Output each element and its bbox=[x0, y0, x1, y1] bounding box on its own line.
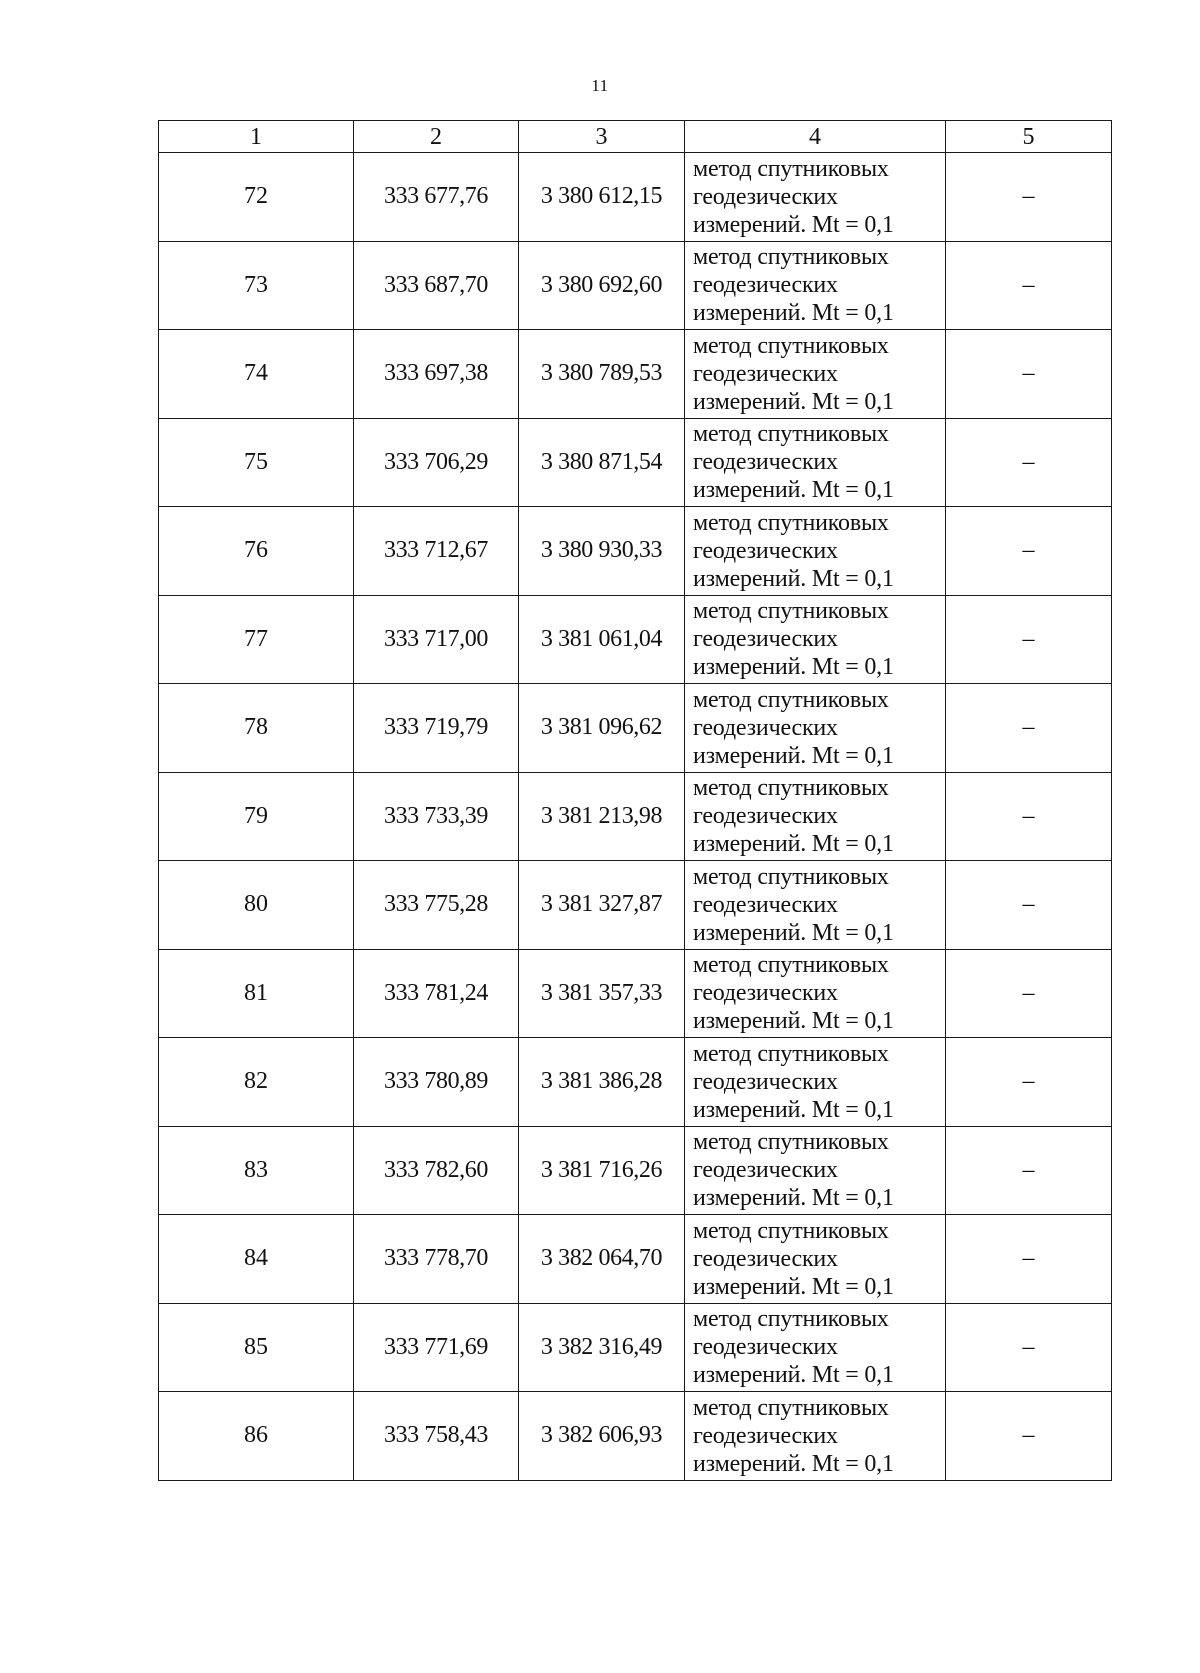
point-number-cell: 73 bbox=[159, 241, 354, 330]
x-coordinate-cell: 333 687,70 bbox=[354, 241, 519, 330]
method-line: измерений. Mt = 0,1 bbox=[693, 477, 894, 504]
point-number-cell: 74 bbox=[159, 330, 354, 419]
point-number-cell: 81 bbox=[159, 949, 354, 1038]
method-line: метод спутниковых bbox=[693, 155, 889, 182]
point-number-cell: 85 bbox=[159, 1303, 354, 1392]
x-coordinate-cell: 333 717,00 bbox=[354, 595, 519, 684]
y-coordinate-cell: 3 382 316,49 bbox=[519, 1303, 685, 1392]
table-row bbox=[159, 1392, 1112, 1481]
method-line: измерений. Mt = 0,1 bbox=[693, 1450, 894, 1477]
y-coordinate-cell: 3 381 213,98 bbox=[519, 772, 685, 861]
point-number-cell: 75 bbox=[159, 418, 354, 507]
method-line: метод спутниковых bbox=[693, 244, 889, 271]
point-number-cell: 78 bbox=[159, 684, 354, 773]
description-cell: – bbox=[946, 595, 1112, 684]
method-cell bbox=[685, 1392, 946, 1481]
method-line: метод спутниковых bbox=[693, 1217, 889, 1244]
description-cell: – bbox=[946, 1392, 1112, 1481]
method-cell bbox=[685, 861, 946, 950]
method-line: метод спутниковых bbox=[693, 1040, 889, 1067]
method-line: геодезических bbox=[693, 183, 838, 210]
table-row bbox=[159, 330, 1112, 419]
y-coordinate-cell: 3 380 871,54 bbox=[519, 418, 685, 507]
point-number-cell: 72 bbox=[159, 153, 354, 242]
method-line: измерений. Mt = 0,1 bbox=[693, 565, 894, 592]
y-coordinate-cell: 3 381 096,62 bbox=[519, 684, 685, 773]
y-coordinate-cell: 3 380 789,53 bbox=[519, 330, 685, 419]
method-line: метод спутниковых bbox=[693, 509, 889, 536]
description-cell: – bbox=[946, 684, 1112, 773]
table-row bbox=[159, 772, 1112, 861]
method-line: измерений. Mt = 0,1 bbox=[693, 1008, 894, 1035]
method-cell bbox=[685, 772, 946, 861]
method-line: измерений. Mt = 0,1 bbox=[693, 1362, 894, 1389]
y-coordinate-cell: 3 382 064,70 bbox=[519, 1215, 685, 1304]
point-number-cell: 80 bbox=[159, 861, 354, 950]
x-coordinate-cell: 333 712,67 bbox=[354, 507, 519, 596]
description-cell: – bbox=[946, 1215, 1112, 1304]
y-coordinate-cell: 3 381 716,26 bbox=[519, 1126, 685, 1215]
method-line: геодезических bbox=[693, 1422, 838, 1449]
method-line: измерений. Mt = 0,1 bbox=[693, 300, 894, 327]
table-row bbox=[159, 153, 1112, 242]
description-cell: – bbox=[946, 772, 1112, 861]
method-line: измерений. Mt = 0,1 bbox=[693, 388, 894, 415]
method-line: метод спутниковых bbox=[693, 686, 889, 713]
method-line: геодезических bbox=[693, 1245, 838, 1272]
method-cell bbox=[685, 153, 946, 242]
table-row bbox=[159, 684, 1112, 773]
description-cell: – bbox=[946, 507, 1112, 596]
header-col-5: 5 bbox=[946, 121, 1112, 153]
method-line: геодезических bbox=[693, 626, 838, 653]
y-coordinate-cell: 3 380 930,33 bbox=[519, 507, 685, 596]
header-col-3: 3 bbox=[519, 121, 685, 153]
table-row bbox=[159, 861, 1112, 950]
point-number-cell: 82 bbox=[159, 1038, 354, 1127]
x-coordinate-cell: 333 677,76 bbox=[354, 153, 519, 242]
description-cell: – bbox=[946, 418, 1112, 507]
y-coordinate-cell: 3 382 606,93 bbox=[519, 1392, 685, 1481]
method-cell bbox=[685, 330, 946, 419]
point-number-cell: 83 bbox=[159, 1126, 354, 1215]
point-number-cell: 79 bbox=[159, 772, 354, 861]
table-row bbox=[159, 1126, 1112, 1215]
method-line: метод спутниковых bbox=[693, 421, 889, 448]
description-cell: – bbox=[946, 949, 1112, 1038]
method-line: метод спутниковых bbox=[693, 775, 889, 802]
method-line: геодезических bbox=[693, 360, 838, 387]
x-coordinate-cell: 333 697,38 bbox=[354, 330, 519, 419]
y-coordinate-cell: 3 380 692,60 bbox=[519, 241, 685, 330]
header-col-1: 1 bbox=[159, 121, 354, 153]
method-line: измерений. Mt = 0,1 bbox=[693, 1096, 894, 1123]
method-line: измерений. Mt = 0,1 bbox=[693, 211, 894, 238]
y-coordinate-cell: 3 381 357,33 bbox=[519, 949, 685, 1038]
method-cell bbox=[685, 1038, 946, 1127]
point-number-cell: 86 bbox=[159, 1392, 354, 1481]
method-line: метод спутниковых bbox=[693, 863, 889, 890]
method-cell bbox=[685, 684, 946, 773]
method-cell bbox=[685, 1303, 946, 1392]
method-line: измерений. Mt = 0,1 bbox=[693, 742, 894, 769]
point-number-cell: 84 bbox=[159, 1215, 354, 1304]
method-cell bbox=[685, 507, 946, 596]
method-line: геодезических bbox=[693, 803, 838, 830]
x-coordinate-cell: 333 781,24 bbox=[354, 949, 519, 1038]
table-row bbox=[159, 507, 1112, 596]
method-line: метод спутниковых bbox=[693, 1129, 889, 1156]
method-line: геодезических bbox=[693, 449, 838, 476]
point-number-cell: 77 bbox=[159, 595, 354, 684]
method-line: геодезических bbox=[693, 980, 838, 1007]
x-coordinate-cell: 333 775,28 bbox=[354, 861, 519, 950]
table-row bbox=[159, 1303, 1112, 1392]
method-line: измерений. Mt = 0,1 bbox=[693, 654, 894, 681]
method-cell bbox=[685, 1215, 946, 1304]
method-line: метод спутниковых bbox=[693, 1306, 889, 1333]
y-coordinate-cell: 3 381 061,04 bbox=[519, 595, 685, 684]
x-coordinate-cell: 333 778,70 bbox=[354, 1215, 519, 1304]
method-cell bbox=[685, 241, 946, 330]
header-row bbox=[159, 121, 1112, 153]
description-cell: – bbox=[946, 1038, 1112, 1127]
x-coordinate-cell: 333 733,39 bbox=[354, 772, 519, 861]
method-cell bbox=[685, 418, 946, 507]
x-coordinate-cell: 333 706,29 bbox=[354, 418, 519, 507]
table-row bbox=[159, 1215, 1112, 1304]
table-row bbox=[159, 1038, 1112, 1127]
method-line: геодезических bbox=[693, 272, 838, 299]
method-line: геодезических bbox=[693, 891, 838, 918]
table-row bbox=[159, 595, 1112, 684]
method-line: геодезических bbox=[693, 1334, 838, 1361]
table-row bbox=[159, 949, 1112, 1038]
method-line: метод спутниковых bbox=[693, 952, 889, 979]
x-coordinate-cell: 333 782,60 bbox=[354, 1126, 519, 1215]
x-coordinate-cell: 333 771,69 bbox=[354, 1303, 519, 1392]
table-row bbox=[159, 418, 1112, 507]
method-line: геодезических bbox=[693, 1068, 838, 1095]
method-cell bbox=[685, 949, 946, 1038]
method-line: геодезических bbox=[693, 537, 838, 564]
method-line: геодезических bbox=[693, 714, 838, 741]
y-coordinate-cell: 3 381 327,87 bbox=[519, 861, 685, 950]
description-cell: – bbox=[946, 861, 1112, 950]
method-line: метод спутниковых bbox=[693, 332, 889, 359]
table-header bbox=[159, 121, 1112, 153]
description-cell: – bbox=[946, 241, 1112, 330]
table-body bbox=[159, 153, 1112, 1481]
x-coordinate-cell: 333 719,79 bbox=[354, 684, 519, 773]
x-coordinate-cell: 333 780,89 bbox=[354, 1038, 519, 1127]
method-line: измерений. Mt = 0,1 bbox=[693, 1273, 894, 1300]
description-cell: – bbox=[946, 1126, 1112, 1215]
method-line: измерений. Mt = 0,1 bbox=[693, 831, 894, 858]
y-coordinate-cell: 3 380 612,15 bbox=[519, 153, 685, 242]
method-cell bbox=[685, 1126, 946, 1215]
coordinates-table bbox=[158, 120, 1112, 1481]
y-coordinate-cell: 3 381 386,28 bbox=[519, 1038, 685, 1127]
method-line: измерений. Mt = 0,1 bbox=[693, 919, 894, 946]
method-line: геодезических bbox=[693, 1157, 838, 1184]
method-line: измерений. Mt = 0,1 bbox=[693, 1185, 894, 1212]
x-coordinate-cell: 333 758,43 bbox=[354, 1392, 519, 1481]
header-col-4: 4 bbox=[685, 121, 946, 153]
description-cell: – bbox=[946, 153, 1112, 242]
method-line: метод спутниковых bbox=[693, 598, 889, 625]
table-row bbox=[159, 241, 1112, 330]
method-cell bbox=[685, 595, 946, 684]
description-cell: – bbox=[946, 330, 1112, 419]
method-line: метод спутниковых bbox=[693, 1394, 889, 1421]
page-number: 11 bbox=[591, 76, 609, 95]
point-number-cell: 76 bbox=[159, 507, 354, 596]
description-cell: – bbox=[946, 1303, 1112, 1392]
header-col-2: 2 bbox=[354, 121, 519, 153]
